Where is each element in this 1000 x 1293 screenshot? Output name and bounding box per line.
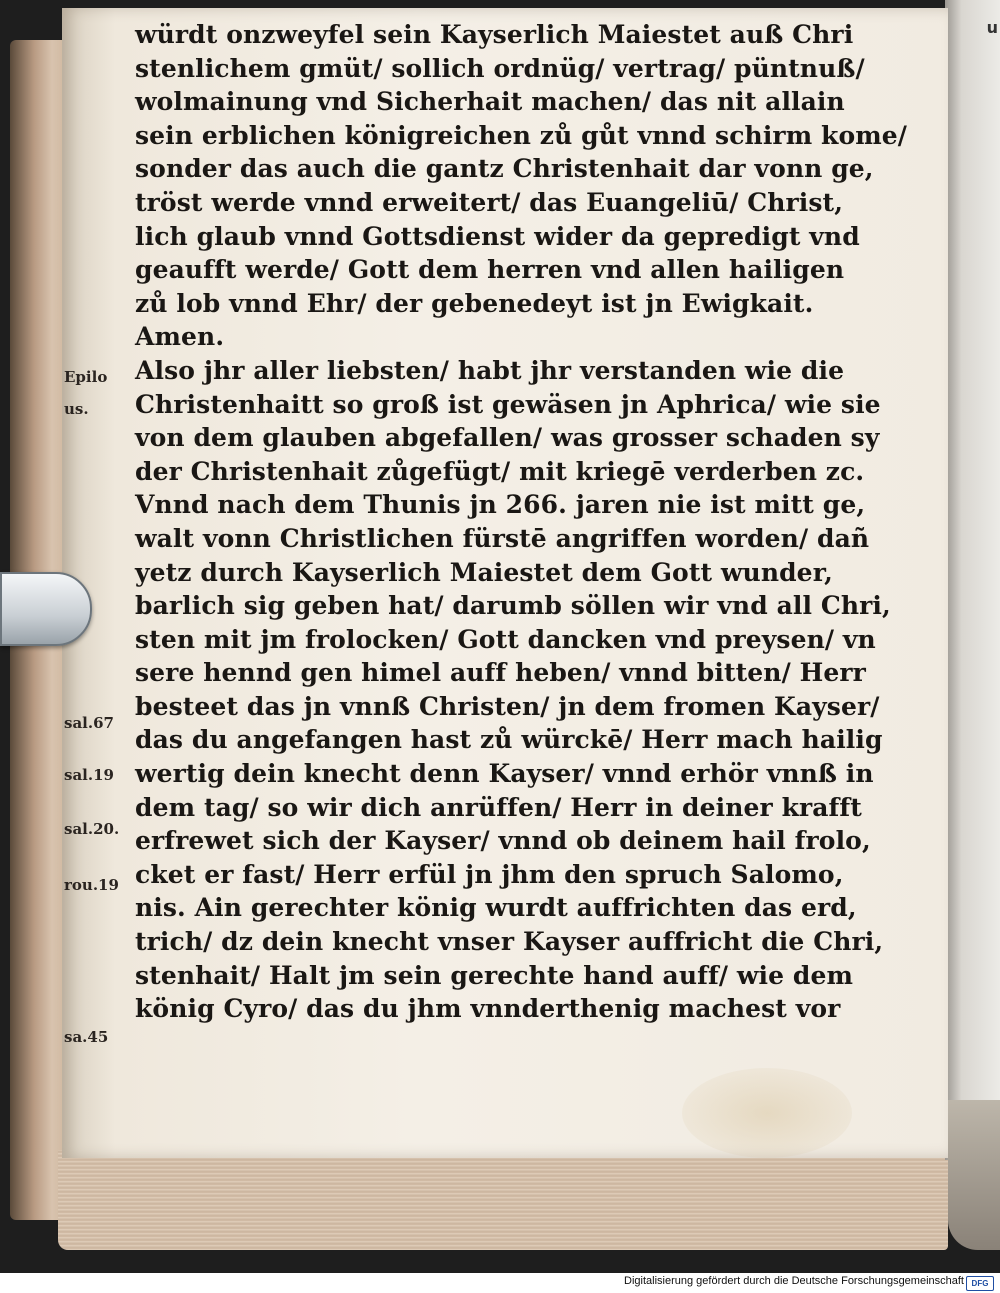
margin-note: sal.20. bbox=[64, 820, 120, 838]
text-line: besteet das jn vnnß Christen/ jn dem fromen Kayser/ bbox=[135, 691, 880, 721]
text-line: geaufft werde/ Gott dem herren vnd allen hailigen bbox=[135, 255, 845, 285]
text-line: wertig dein knecht denn Kayser/ vnnd erhör vnnß in bbox=[135, 759, 874, 789]
page-clip bbox=[0, 572, 92, 646]
page-block-edge bbox=[58, 1150, 948, 1250]
text-line: lich glaub vnnd Gottsdienst wider da gepredigt vnd bbox=[135, 221, 860, 251]
text-line: sten mit jm frolocken/ Gott dancken vnd preysen/ vn bbox=[135, 624, 876, 654]
text-line: Amen. bbox=[135, 322, 225, 352]
margin-note: sa.45 bbox=[64, 1028, 109, 1046]
text-line: dem tag/ so wir dich anrüffen/ Herr in deiner krafft bbox=[135, 792, 862, 822]
text-line: sein erblichen königreichen zů gůt vnnd schirm kome/ bbox=[135, 120, 908, 150]
text-line: Christenhaitt so groß ist gewäsen jn Aphrica/ wie sie bbox=[135, 389, 881, 419]
footer-bar bbox=[0, 1273, 1000, 1293]
text-line: Vnnd nach dem Thunis jn 266. jaren nie ist mitt ge, bbox=[135, 490, 866, 520]
next-page-fragment: u bbox=[986, 18, 998, 37]
text-line: yetz durch Kayserlich Maiestet dem Gott wunder, bbox=[135, 557, 833, 587]
text-line: tröst werde vnnd erweitert/ das Euangeliū/ Christ, bbox=[135, 187, 844, 217]
page-stain bbox=[682, 1068, 852, 1158]
text-line: nis. Ain gerechter könig wurdt auffrichten das erd, bbox=[135, 893, 857, 923]
text-line: barlich sig geben hat/ darumb söllen wir vnd all Chri, bbox=[135, 591, 891, 621]
text-line: sonder das auch die gantz Christenhait dar vonn ge, bbox=[135, 154, 874, 184]
text-line: erfrewet sich der Kayser/ vnnd ob deinem hail frolo, bbox=[135, 826, 871, 856]
text-line: würdt onzweyfel sein Kayserlich Maiestet auß Chri bbox=[135, 20, 854, 49]
text-line: der Christenhait zůgefügt/ mit kriegē verderben zc. bbox=[135, 456, 865, 486]
text-line: stenlichem gmüt/ sollich ordnüg/ vertrag/ püntnuß/ bbox=[135, 53, 865, 83]
next-page-edge bbox=[945, 0, 1000, 1160]
margin-note: sal.19 bbox=[64, 766, 114, 784]
text-line: cket er fast/ Herr erfül jn jhm den spruch Salomo, bbox=[135, 859, 844, 889]
margin-note: us. bbox=[64, 400, 89, 418]
text-line: von dem glauben abgefallen/ was grosser schaden sy bbox=[135, 423, 880, 453]
text-line: Also jhr aller liebsten/ habt jhr verstanden wie die bbox=[135, 355, 845, 385]
margin-note: rou.19 bbox=[64, 876, 119, 894]
text-line: sere hennd gen himel auff heben/ vnnd bitten/ Herr bbox=[135, 658, 866, 688]
main-text-block bbox=[135, 18, 908, 1026]
margin-note: Epilo bbox=[64, 368, 108, 386]
text-line: das du angefangen hast zů würckē/ Herr mach hailig bbox=[135, 725, 883, 755]
text-line: stenhait/ Halt jm sein gerechte hand auff/ wie dem bbox=[135, 960, 854, 990]
margin-note: sal.67 bbox=[64, 714, 114, 732]
text-line: trich/ dz dein knecht vnser Kayser auffricht die Chri, bbox=[135, 927, 884, 957]
text-line: walt vonn Christlichen fürstē angriffen worden/ dañ bbox=[135, 523, 870, 553]
funding-credit: Digitalisierung gefördert durch die Deutsche Forschungsgemeinschaft bbox=[624, 1275, 964, 1287]
text-line: könig Cyro/ das du jhm vnnderthenig machest vor bbox=[135, 994, 841, 1024]
dfg-logo-icon: DFG bbox=[966, 1276, 994, 1291]
text-line: wolmainung vnd Sicherhait machen/ das nit allain bbox=[135, 87, 845, 117]
text-line: zů lob vnnd Ehr/ der gebenedeyt ist jn Ewigkait. bbox=[135, 288, 814, 318]
book-spine-right bbox=[948, 1100, 1000, 1250]
